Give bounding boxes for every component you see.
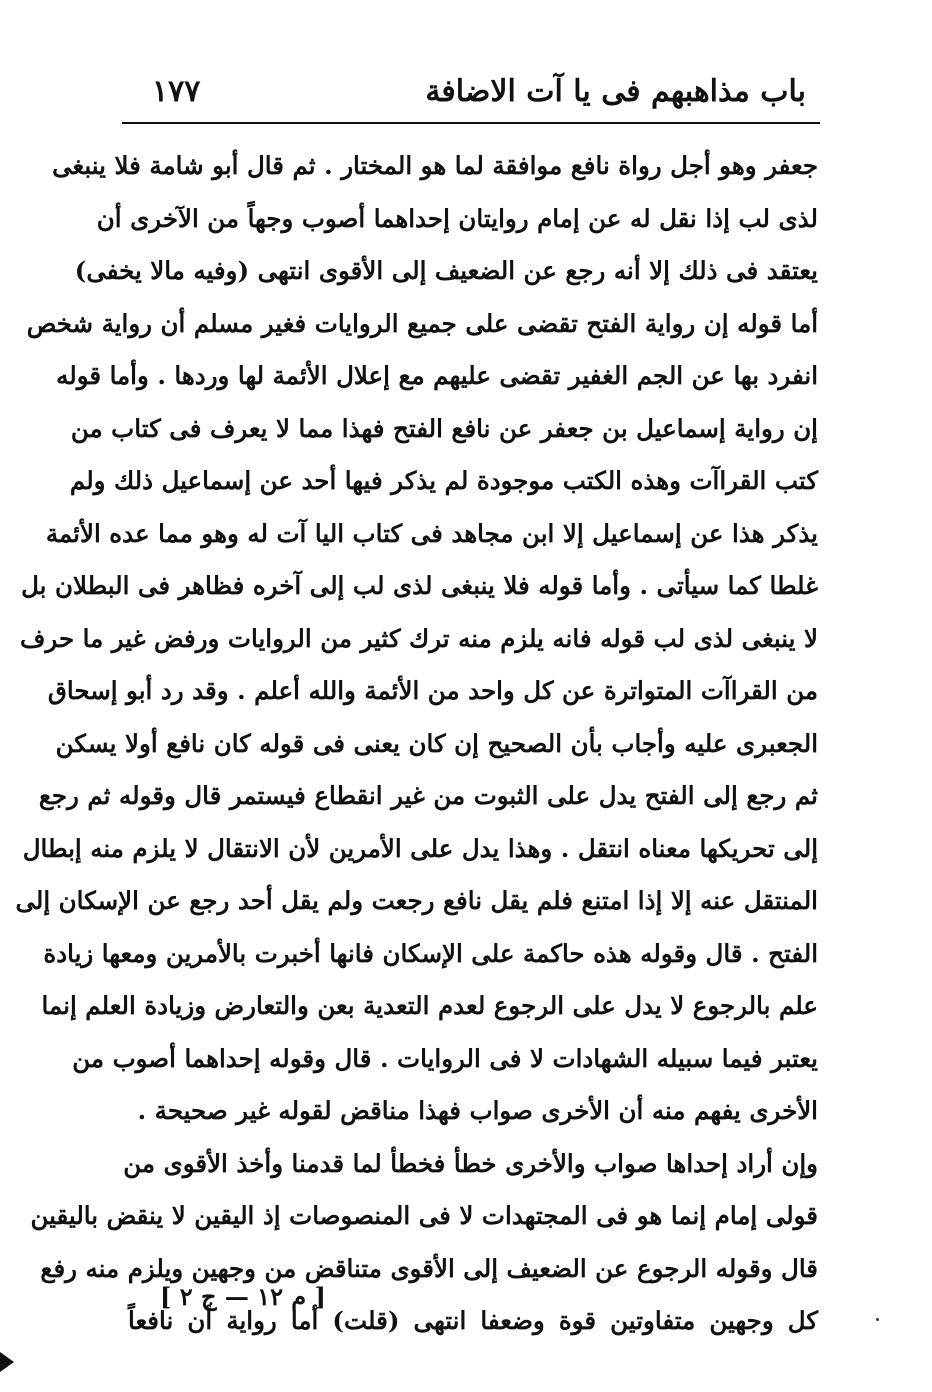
- text-line: يذكر هذا عن إسماعيل إلا ابن مجاهد فى كتاب اليا آت له وهو مما عده الأئمة: [45, 518, 818, 548]
- body-text: [15, 140, 818, 1348]
- text-line: لذى لب إذا نقل له عن إمام روايتان إحداهما أصوب وجهاً من الآخرى أن: [96, 203, 818, 233]
- text-line: يعتقد فى ذلك إلا أنه رجع عن الضعيف إلى الأقوى انتهى (وفيه مالا يخفى): [74, 256, 818, 285]
- text-line: من القراآت المتواترة عن كل واحد من الأئمة والله أعلم . وقد رد أبو إسحاق: [47, 676, 818, 705]
- text-line: كتب القراآت وهذه الكتب موجودة لم يذكر فيها أحد عن إسماعيل ذلك ولم: [69, 466, 818, 495]
- text-line: غلطا كما سيأتى . وأما قوله فلا ينبغى لذى لب إلى آخره فظاهر فى البطلان بل: [21, 571, 818, 600]
- header-divider: [122, 122, 820, 124]
- text-line: جعفر وهو أجل رواة نافع موافقة لما هو المختار . ثم قال أبو شامة فلا ينبغى: [52, 151, 818, 180]
- text-line: كل وجهين متفاوتين قوة وضعفا انتهى (قلت) أما رواية أن نافعاً: [128, 1306, 818, 1335]
- corner-mark: [0, 1352, 14, 1372]
- text-line: أما قوله إن رواية الفتح تقضى على جميع الروايات فغير مسلم أن رواية شخص: [26, 308, 818, 338]
- text-line: يعتبر فيما سبيله الشهادات لا فى الروايات . قال وقوله إحداهما أصوب من: [72, 1043, 818, 1073]
- chapter-title: باب مذاهبهم فى يا آت الاضافة: [425, 74, 806, 109]
- text-line: قال وقوله الرجوع عن الضعيف إلى الأقوى متناقض من وجهين ويلزم منه رفع: [40, 1253, 818, 1283]
- text-line: الأخرى يفهم منه أن الأخرى صواب فهذا مناقض لقوله غير صحيحة .: [137, 1096, 818, 1125]
- text-line: انفرد بها عن الجم الغفير تقضى عليهم مع إعلال الأئمة لها وردها . وأما قوله: [56, 361, 818, 390]
- text-line: لا ينبغى لذى لب قوله فانه يلزم منه ترك كثير من الروايات ورفض غير ما حرف: [20, 623, 818, 653]
- signature-mark: [ م ١٢ — ج ٢ ]: [160, 1282, 326, 1311]
- text-line: المنتقل عنه إلا إذا امتنع فلم يقل نافع رجعت ولم يقل أحد رجع عن الإسكان إلى: [15, 886, 818, 915]
- text-line: إلى تحريكها معناه انتقل . وهذا يدل على الأمرين لأن الانتقال لا يلزم منه إبطال: [22, 833, 818, 863]
- text-line: وإن أراد إحداها صواب والأخرى خطأ فخطأ لما قدمنا وأخذ الأقوى من: [123, 1148, 818, 1178]
- text-line: علم بالرجوع لا يدل على الرجوع لعدم التعدية بعن والتعارض وزيادة العلم إنما: [41, 991, 818, 1020]
- text-line: قولى إمام إنما هو فى المجتهدات لا فى المنصوصات إذ اليقين لا ينقض باليقين: [30, 1201, 818, 1230]
- speck-mark: [876, 1318, 879, 1321]
- text-line: ثم رجع إلى الفتح يدل على الثبوت من غير انقطاع فيستمر قال وقوله ثم رجع: [38, 781, 818, 810]
- text-line: الجعبرى عليه وأجاب بأن الصحيح إن كان يعنى فى قوله كان نافع أولا يسكن: [55, 728, 818, 758]
- text-line: الفتح . قال وقوله هذه حاكمة على الإسكان فانها أخبرت بالأمرين ومعها زيادة: [43, 938, 818, 968]
- text-line: إن رواية إسماعيل بن جعفر عن نافع الفتح فهذا مما لا يعرف فى كتاب من: [70, 413, 818, 443]
- page-header: [122, 70, 820, 122]
- page-number: ١٧٧: [152, 74, 201, 109]
